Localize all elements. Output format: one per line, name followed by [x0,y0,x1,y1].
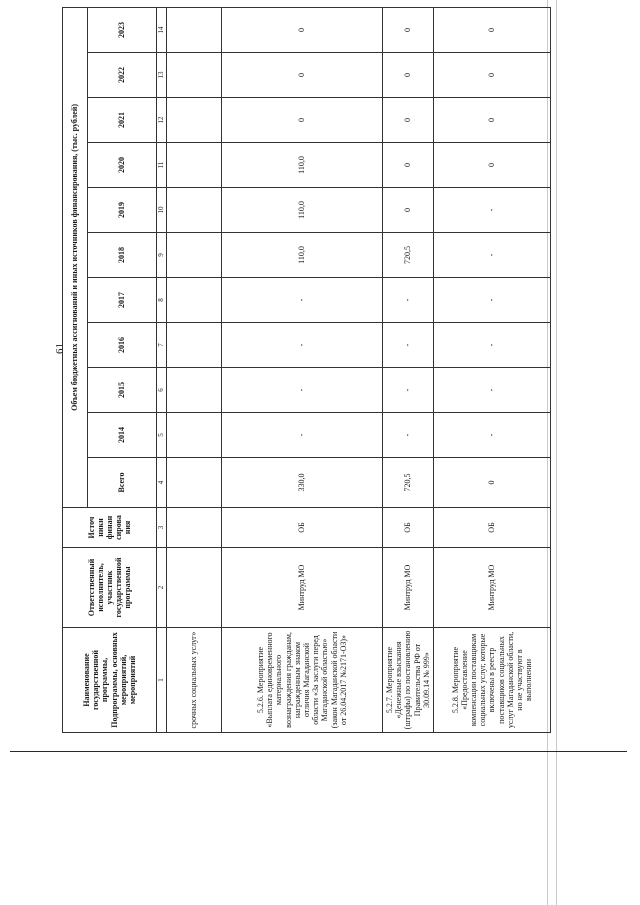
row-value: - [434,368,551,413]
row-executor: Минтруд МО [383,548,434,628]
table-row [222,7,383,732]
index-row [157,7,167,732]
row-value: 0 [383,98,434,143]
header-name: Наименование государственной программы, Подпрограммы, основных мероприятий, мероприятий [63,628,157,733]
page-divider [10,751,627,752]
row-value: - [222,368,383,413]
row-value: 0 [434,98,551,143]
row-name: 5.2.6. Мероприятие «Выплата единовременного материального вознаграждения гражданам, награжденным знаком отличия Магаданской области «За заслуги перед Магаданской областью» (закон Магаданской области от 26.04.2017 №2171-ОЗ)» [222,628,383,733]
header-year: 2015 [88,368,157,413]
row-value [167,278,222,323]
row-total: 0 [434,458,551,508]
row-value: 110,0 [222,188,383,233]
row-total [167,458,222,508]
index-cell: 5 [157,413,167,458]
row-total: 330,0 [222,458,383,508]
row-value [167,143,222,188]
row-value [167,323,222,368]
row-executor: Минтруд МО [434,548,551,628]
row-value [167,98,222,143]
row-value: 0 [434,143,551,188]
header-total: Всего [88,458,157,508]
table-row [434,7,551,732]
header-year: 2021 [88,98,157,143]
index-cell: 13 [157,53,167,98]
header-year: 2018 [88,233,157,278]
row-value: 0 [383,143,434,188]
table-row [167,7,222,732]
budget-table [62,7,551,733]
row-executor: Минтруд МО [222,548,383,628]
row-value: 0 [222,7,383,52]
row-value: 720,5 [383,233,434,278]
row-source: ОБ [434,508,551,548]
index-cell: 10 [157,188,167,233]
budget-table-rotated [62,8,556,733]
row-value: 0 [222,53,383,98]
row-value: - [383,368,434,413]
header-year: 2014 [88,413,157,458]
scan-edge-line [556,0,557,905]
row-value: - [222,323,383,368]
row-source: ОБ [222,508,383,548]
row-executor [167,548,222,628]
row-value: - [383,413,434,458]
table-row [383,7,434,732]
index-cell: 7 [157,323,167,368]
row-value: - [434,323,551,368]
row-value: - [222,278,383,323]
row-value: 0 [434,53,551,98]
row-value: 110,0 [222,143,383,188]
index-cell: 8 [157,278,167,323]
index-cell: 4 [157,458,167,508]
header-source: Источ ники финан сирова ния [63,508,157,548]
header-year: 2023 [88,7,157,52]
row-value [167,188,222,233]
row-value [167,368,222,413]
header-row [63,7,88,732]
row-total: 720,5 [383,458,434,508]
index-cell: 6 [157,368,167,413]
row-value: - [434,188,551,233]
row-name: срочных социальных услуг» [167,628,222,733]
row-value: - [222,413,383,458]
row-value: 0 [383,7,434,52]
header-executor: Ответственный исполнитель, участник государственной программы [63,548,157,628]
page-number: 61 [54,343,66,354]
header-volume: Объем бюджетных ассигнований и иных источников финансирования, (тыс. рублей) [63,7,88,507]
row-value: - [383,278,434,323]
row-value [167,53,222,98]
row-source [167,508,222,548]
row-value: - [434,233,551,278]
row-value: - [434,413,551,458]
header-year: 2017 [88,278,157,323]
index-cell: 9 [157,233,167,278]
row-value [167,413,222,458]
header-year: 2016 [88,323,157,368]
row-value [167,233,222,278]
index-cell: 14 [157,7,167,52]
header-year: 2019 [88,188,157,233]
index-cell: 1 [157,628,167,733]
row-name: 5.2.8. Мероприятие «Предоставление компенсации поставщикам социальных услуг, которые включены в реестр поставщиков социальных услуг Магаданской области, но не участвуют в выполнении [434,628,551,733]
row-source: ОБ [383,508,434,548]
row-value: - [434,278,551,323]
index-cell: 2 [157,548,167,628]
row-name: 5.2.7. Мероприятие «Денежные взыскания (штрафы) по постановлению Правительства РФ от 30.09.14 № 999» [383,628,434,733]
row-value: 0 [383,53,434,98]
header-year: 2022 [88,53,157,98]
index-cell: 11 [157,143,167,188]
row-value: - [383,323,434,368]
row-value [167,7,222,52]
row-value: 0 [222,98,383,143]
row-value: 0 [434,7,551,52]
header-year: 2020 [88,143,157,188]
row-value: 0 [383,188,434,233]
index-cell: 12 [157,98,167,143]
row-value: 110,0 [222,233,383,278]
index-cell: 3 [157,508,167,548]
